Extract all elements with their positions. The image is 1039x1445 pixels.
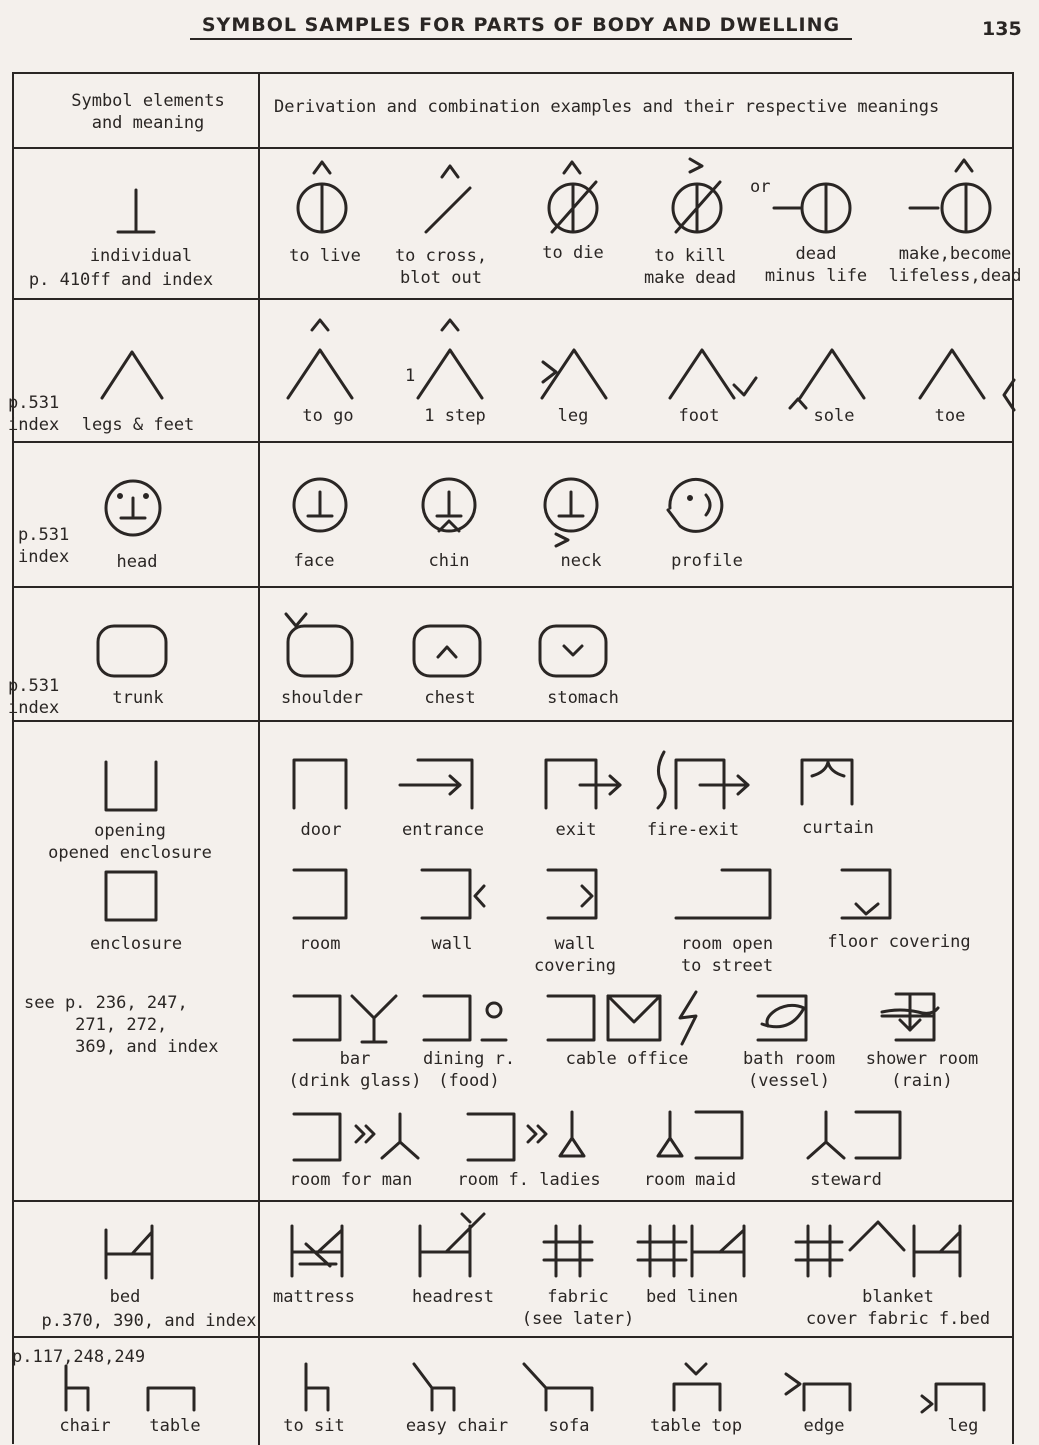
reference-note: p.370, 390, and index [41,1311,257,1331]
example-label: wall [431,934,473,954]
face-symbol [294,479,346,531]
example-label: curtain [802,818,874,838]
example-label: neck [560,551,602,571]
example-label: room [299,934,341,954]
example-label: dining r. (food) [422,1049,516,1091]
profile-symbol [668,479,722,531]
page-title: SYMBOL SAMPLES FOR PARTS OF BODY AND DWELLING [190,14,852,40]
example-label: shower room (rain) [865,1049,979,1091]
example-label: make,become lifeless,dead [888,244,1022,286]
example-label: chest [424,688,476,708]
example-label: fire-exit [646,820,740,840]
chest-symbol [414,626,480,676]
element-label: opening opened enclosure [48,821,212,863]
column-header-examples: Derivation and combination examples and their respective meanings [274,97,940,117]
individual-symbol [118,190,154,232]
one-step-symbol [418,320,482,398]
example-label: to live [289,246,361,266]
example-label: easy chair [405,1416,509,1436]
table-symbol [148,1388,194,1410]
example-label: room open to street [680,934,774,976]
floor-covering-symbol [842,870,890,918]
example-label: room for man [289,1170,413,1190]
example-label: room maid [643,1170,737,1190]
dining-room-symbol [424,996,506,1040]
to-go-symbol [288,320,352,398]
example-label: leg [557,406,589,426]
example-label: profile [671,551,743,571]
foot-symbol [670,350,756,398]
room-for-ladies-symbol [468,1112,584,1160]
leg-table-symbol [922,1384,984,1412]
bed-linen-symbol [638,1226,744,1276]
example-label: table top [649,1416,743,1436]
example-label: cable office [565,1049,689,1069]
element-label: individual [89,246,193,266]
easy-chair-symbol [414,1364,454,1410]
reference-note: p.117,248,249 [12,1347,146,1367]
shower-room-symbol [882,994,938,1040]
legs-feet-symbol [102,352,162,398]
example-label: to cross, blot out [394,246,488,288]
cable-office-symbol [548,992,696,1044]
wall-symbol [422,870,484,918]
leg-symbol [542,350,606,398]
example-label: steward [810,1170,882,1190]
chin-symbol [423,479,475,531]
example-label: foot [678,406,720,426]
blanket-symbol [796,1222,960,1276]
stomach-symbol [540,626,606,676]
trunk-symbol [98,626,166,676]
edge-symbol [786,1374,850,1410]
example-label: entrance [402,820,484,840]
enclosure-symbol [106,872,156,920]
to-cross-symbol [426,166,470,232]
room-symbol [294,870,346,918]
to-die-symbol [549,162,597,232]
table-top-symbol [674,1364,720,1410]
entrance-symbol [400,760,472,808]
element-label: chair [59,1416,111,1436]
room-open-to-street-symbol [676,870,770,918]
head-symbol [106,481,160,535]
opening-symbol [106,762,156,810]
element-label: trunk [112,688,164,708]
to-live-symbol [298,162,346,232]
reference-note: see p. 236, 247, 271, 272, 369, and index [24,993,219,1057]
page-number: 135 [982,18,1022,40]
example-label: exit [555,820,597,840]
fabric-symbol [544,1226,592,1276]
make-lifeless-symbol [910,160,990,232]
reference-note: p.531 index [18,525,70,567]
bed-symbol [106,1226,152,1278]
example-label: bath room (vessel) [742,1049,836,1091]
element-label: bed [109,1287,141,1307]
to-kill-symbol [673,159,721,232]
element-label: head [116,552,158,572]
example-label: bed linen [645,1287,739,1307]
column-header-symbol-elements: Symbol elements and meaning [71,91,225,133]
example-label: room f. ladies [457,1170,601,1190]
or-note: or [750,177,771,197]
reference-note: p.531 index [8,393,60,435]
example-label: leg [947,1416,979,1436]
dead-symbol [774,184,850,232]
steward-symbol [808,1112,900,1158]
example-label: to kill make dead [643,246,737,288]
bar-symbol [294,996,396,1042]
toe-symbol [920,350,1014,410]
element-label: legs & feet [81,415,195,435]
example-label: sofa [548,1416,590,1436]
headrest-symbol [420,1214,484,1276]
example-label: mattress [273,1287,355,1307]
to-sit-symbol [306,1364,328,1410]
example-label: to go [302,406,354,426]
sole-symbol [790,350,864,408]
example-label: stomach [547,688,619,708]
example-label: to sit [283,1416,345,1436]
element-label: enclosure [89,934,183,954]
neck-symbol [545,479,597,546]
exit-symbol [546,760,620,808]
element-label: table [149,1416,201,1436]
mattress-symbol [292,1226,342,1276]
example-label: blanket cover fabric f.bed [805,1287,991,1329]
example-label: sole [813,406,855,426]
curtain-symbol [802,760,852,804]
sofa-symbol [524,1364,592,1410]
example-label: edge [803,1416,845,1436]
example-label: dead minus life [764,244,868,286]
door-symbol [294,760,346,808]
reference-note: p.531 index [8,676,60,718]
step-number: 1 [405,366,416,386]
example-label: headrest [412,1287,494,1307]
example-label: floor covering [827,932,971,952]
example-label: 1 step [424,406,486,426]
example-label: to die [542,243,604,263]
chair-symbol [66,1366,88,1410]
example-label: toe [934,406,966,426]
bath-room-symbol [758,996,806,1040]
shoulder-symbol [286,614,352,676]
example-label: wall covering [534,934,616,976]
example-label: bar (drink glass) [288,1049,422,1091]
wall-covering-symbol [548,870,596,918]
example-label: face [293,551,335,571]
reference-note: p. 410ff and index [28,270,214,290]
example-label: fabric (see later) [521,1287,635,1329]
example-label: door [300,820,342,840]
room-for-man-symbol [294,1114,418,1160]
fire-exit-symbol [658,752,748,808]
room-maid-symbol [658,1112,742,1158]
example-label: chin [428,551,470,571]
example-label: shoulder [281,688,363,708]
